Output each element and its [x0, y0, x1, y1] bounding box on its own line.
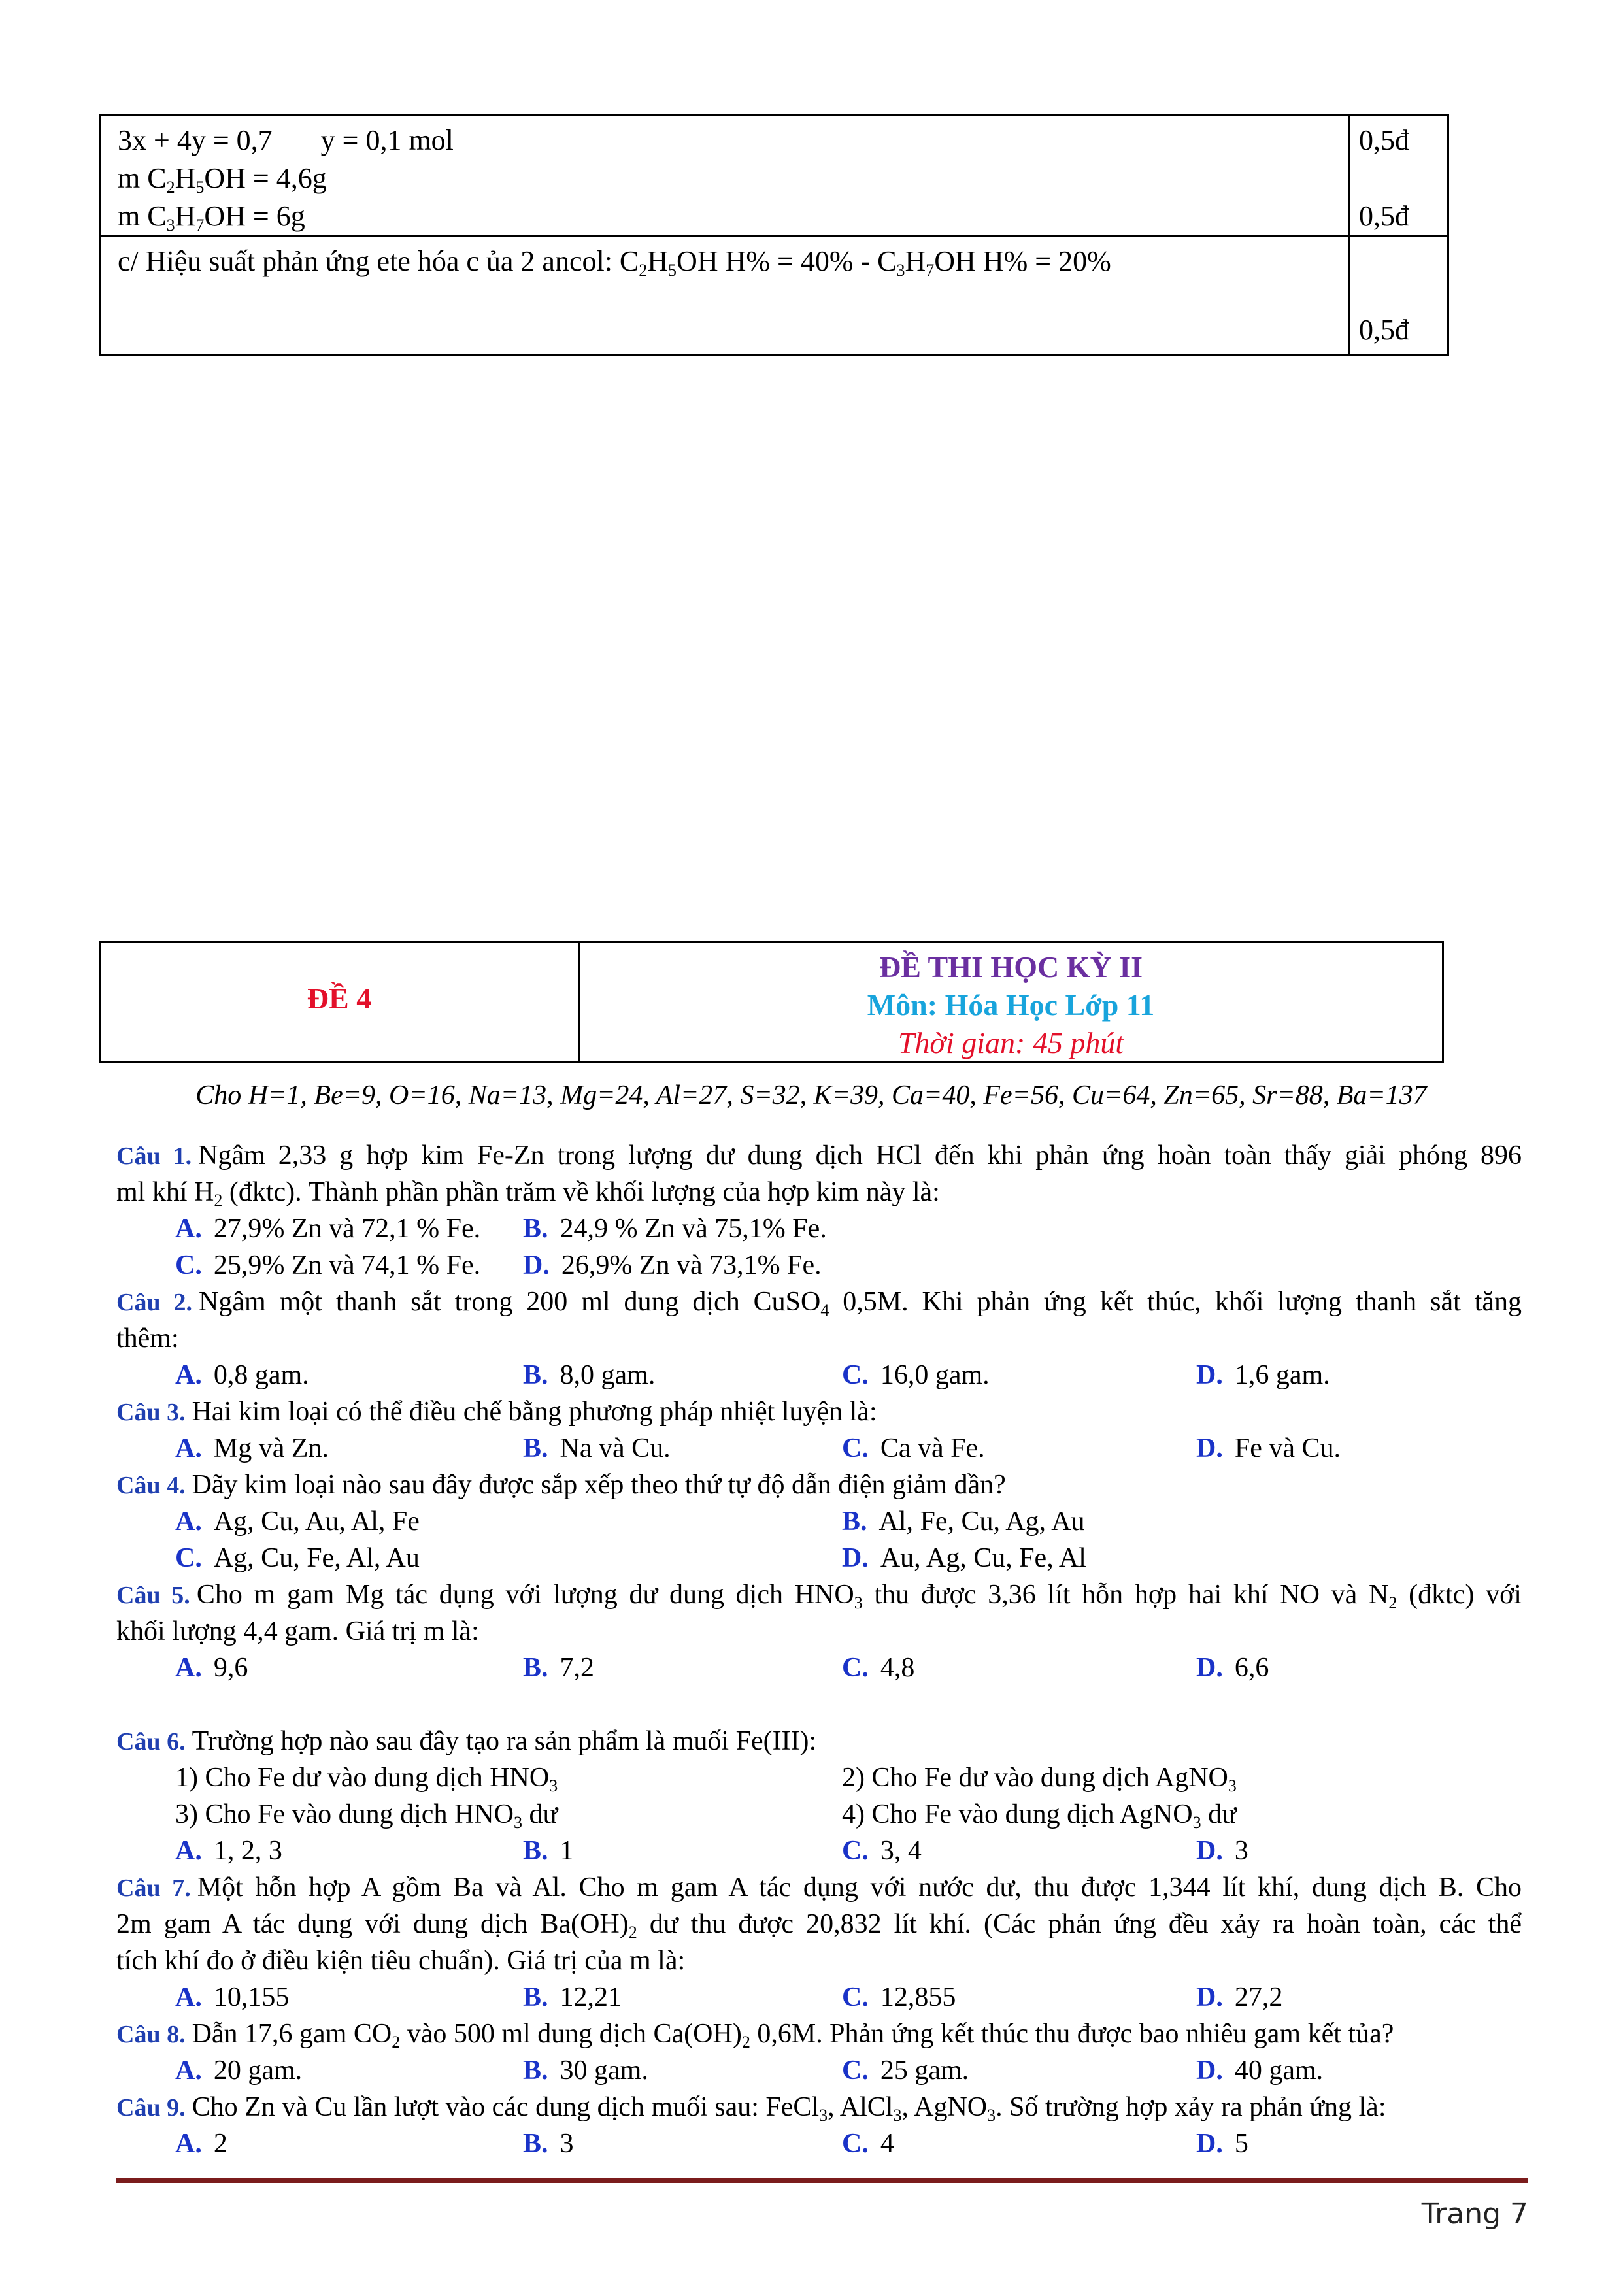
score: 0,5đ — [1359, 314, 1409, 346]
page-number: Trang 7 — [1421, 2197, 1528, 2231]
option-d: D. Fe và Cu. — [1196, 1433, 1341, 1463]
exam-title: ĐỀ THI HỌC KỲ II — [878, 950, 1143, 984]
option-d: D. 27,2 — [1196, 1982, 1283, 2012]
exam-header — [99, 941, 1444, 1063]
question-6: Câu 6. Trường hợp nào sau đây tạo ra sản phẩm là muối Fe(III): — [116, 1726, 817, 1756]
question-text: khối lượng 4,4 gam. Giá trị m là: — [116, 1616, 479, 1646]
option-b: B. 30 gam. — [523, 2055, 648, 2086]
option-b: B. 12,21 — [523, 1982, 622, 2012]
question-3: Câu 3. Hai kim loại có thể điều chế bằng phương pháp nhiệt luyện là: — [116, 1397, 877, 1427]
question-text: thêm: — [116, 1323, 179, 1354]
exam-time: Thời gian: 45 phút — [897, 1026, 1124, 1059]
score: 0,5đ — [1359, 200, 1409, 232]
option-c: C. Ca và Fe. — [842, 1433, 985, 1463]
option-d: D. 40 gam. — [1196, 2055, 1324, 2086]
option-c: C. Ag, Cu, Fe, Al, Au — [175, 1543, 420, 1573]
table-divider — [101, 235, 1447, 237]
option-d: D. 3 — [1196, 1836, 1248, 1866]
answer-table — [99, 114, 1449, 356]
answer-line: m $C_2H_5OH = 4,6g$ — [118, 162, 327, 197]
option-a: A. 1, 2, 3 — [175, 1836, 282, 1866]
question-9: Câu 9. Cho Zn và Cu lần lượt vào các dung dịch muối sau: FeCl$_3$, AlCl$_3$, AgNO$_3$. Số trường hợp xảy ra phản ứng là: — [116, 2092, 1386, 2125]
question-2: Câu 2. Ngâm một thanh sắt trong 200 ml dung dịch CuSO$_4$ 0,5M. Khi phản ứng kết thúc, khối lượng thanh sắt tăng — [116, 1287, 1522, 1320]
option-a: A. 9,6 — [175, 1653, 248, 1683]
exam-number: ĐỀ 4 — [307, 982, 372, 1015]
option-d: D. 5 — [1196, 2129, 1248, 2159]
score: 0,5đ — [1359, 124, 1409, 156]
question-1: Câu 1. Ngâm 2,33 g hợp kim Fe-Zn trong lượng dư dung dịch HCl đến khi phản ứng hoàn toàn thấy giải phóng 896 — [116, 1140, 1522, 1171]
given-atomic-masses: Cho H=1, Be=9, O=16, Na=13, Mg=24, Al=27, S=32, K=39, Ca=40, Fe=56, Cu=64, Zn=65, Sr=88, Ba=137 — [195, 1080, 1427, 1110]
case-item: 3) Cho Fe vào dung dịch $HNO_3$ dư — [175, 1799, 558, 1832]
option-d: D. 26,9% Zn và 73,1% Fe. — [523, 1250, 822, 1280]
option-c: C. 25 gam. — [842, 2055, 969, 2086]
option-d: D. Au, Ag, Cu, Fe, Al — [842, 1543, 1086, 1573]
option-c: C. 12,855 — [842, 1982, 956, 2012]
option-b: B. Na và Cu. — [523, 1433, 671, 1463]
case-item: 2) Cho Fe dư vào dung dịch AgNO$_3$ — [842, 1763, 1237, 1795]
option-b: B. 1 — [523, 1836, 574, 1866]
question-text: tích khí đo ở điều kiện tiêu chuẩn). Giá trị của m là: — [116, 1946, 686, 1976]
case-item: 1) Cho Fe dư vào dung dịch $HNO_3$ — [175, 1763, 558, 1795]
option-c: C. 3, 4 — [842, 1836, 922, 1866]
option-a: A. 27,9% Zn và 72,1 % Fe. — [175, 1214, 481, 1244]
answer-line: c/ Hiệu suất phản ứng ete hóa c ủa 2 ancol: $C_2H_5OH$ $H\% = 40\% - C_3H_7OH$ H% = 20% — [118, 245, 1111, 280]
question-text: ml khí $H_2$ (đktc). Thành phần phần trăm về khối lượng của hợp kim này là: — [116, 1177, 940, 1210]
footer-rule — [116, 2178, 1528, 2183]
option-b: B. 8,0 gam. — [523, 1360, 656, 1390]
option-a: A. Ag, Cu, Au, Al, Fe — [175, 1506, 420, 1537]
option-b: B. 3 — [523, 2129, 574, 2159]
option-d: D. 1,6 gam. — [1196, 1360, 1330, 1390]
option-c: C. 4 — [842, 2129, 894, 2159]
option-a: A. Mg và Zn. — [175, 1433, 329, 1463]
option-a: A. 0,8 gam. — [175, 1360, 309, 1390]
option-a: A. 2 — [175, 2129, 227, 2159]
option-a: A. 20 gam. — [175, 2055, 303, 2086]
option-d: D. 6,6 — [1196, 1653, 1269, 1683]
option-c: C. 4,8 — [842, 1653, 915, 1683]
option-b: B. 7,2 — [523, 1653, 595, 1683]
option-b: B. Al, Fe, Cu, Ag, Au — [842, 1506, 1085, 1537]
question-8: Câu 8. Dẫn 17,6 gam $CO_2$ vào 500 ml dung dịch $Ca(OH)_2$ 0,6M. Phản ứng kết thúc thu được bao nhiêu gam kết tủa? — [116, 2019, 1394, 2052]
question-text: 2m gam A tác dụng với dung dịch $Ba(OH)_2$ dư thu được 20,832 lít khí. (Các phản ứng đều xảy ra hoàn toàn, các thể — [116, 1909, 1522, 1942]
option-c: C. 25,9% Zn và 74,1 % Fe. — [175, 1250, 481, 1280]
case-item: 4) Cho Fe vào dung dịch AgNO$_3$ dư — [842, 1799, 1237, 1832]
question-4: Câu 4. Dãy kim loại nào sau đây được sắp xếp theo thứ tự độ dẫn điện giảm dần? — [116, 1470, 1006, 1500]
option-b: B. 24,9 % Zn và 75,1% Fe. — [523, 1214, 827, 1244]
option-c: C. 16,0 gam. — [842, 1360, 990, 1390]
question-7: Câu 7. Một hỗn hợp A gồm Ba và Al. Cho m gam A tác dụng với nước dư, thu được 1,344 lít khí, dung dịch B. Cho — [116, 1872, 1522, 1903]
answer-line: m $C_3H_7OH = 6g$ — [118, 200, 305, 235]
exam-subject: Môn: Hóa Học Lớp 11 — [867, 988, 1155, 1022]
question-5: Câu 5. Cho m gam Mg tác dụng với lượng dư dung dịch $HNO_3$ thu được 3,36 lít hỗn hợp hai khí NO và $N_2$ (đktc) với — [116, 1580, 1522, 1612]
option-a: A. 10,155 — [175, 1982, 290, 2012]
answer-line: 3x + 4y = 0,7 y = 0,1 mol — [118, 124, 454, 156]
